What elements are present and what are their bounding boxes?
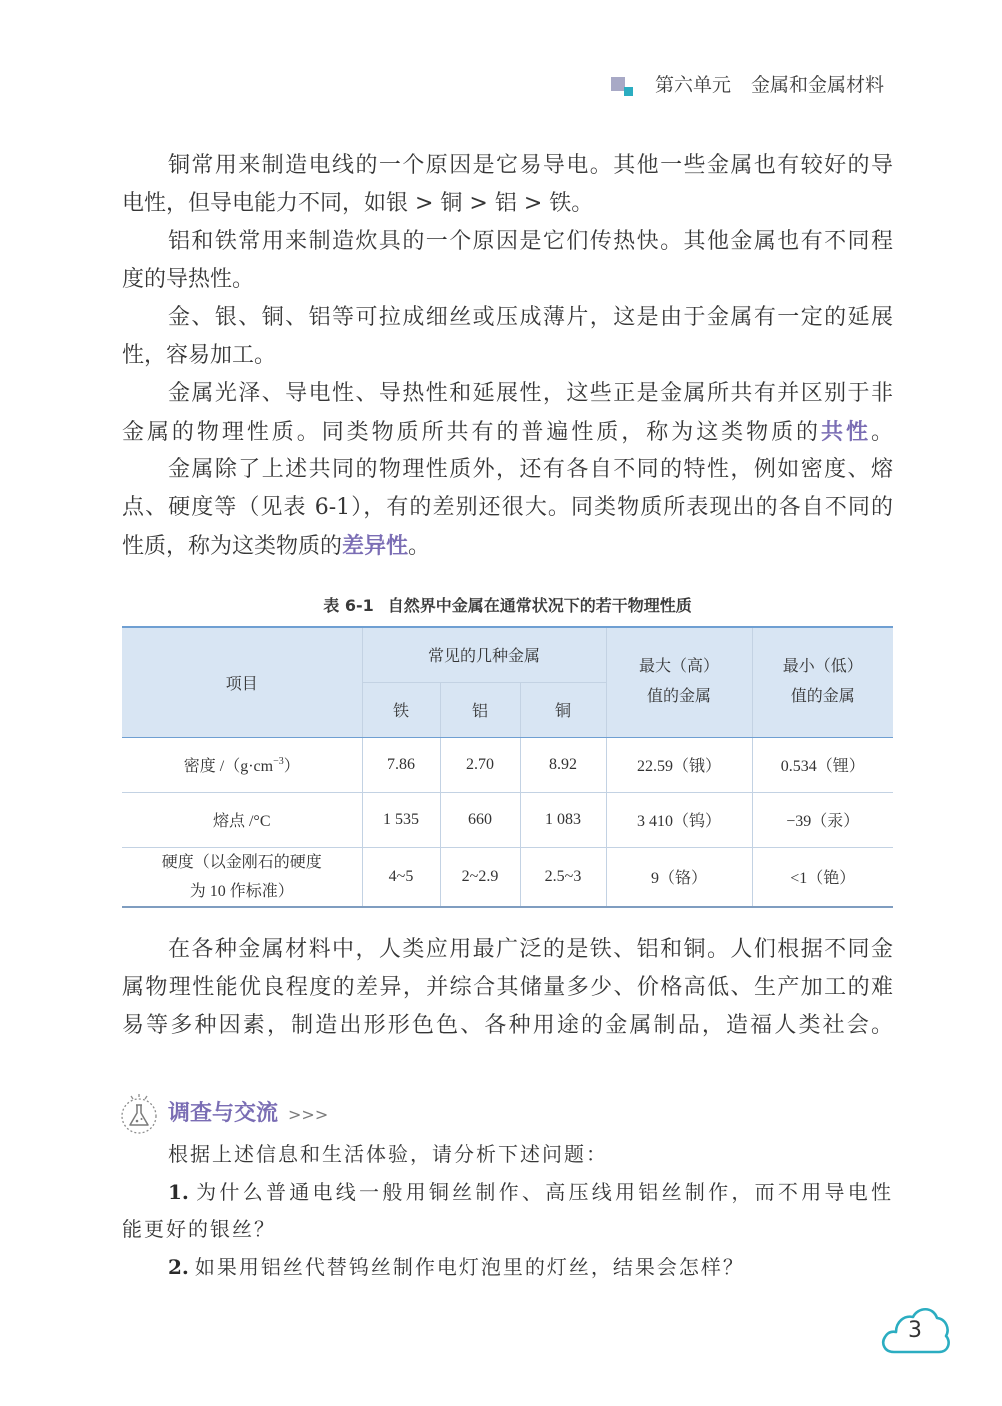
- header-max-line: 值的金属: [646, 688, 711, 706]
- row-label-line: 为 10 作标准）: [189, 882, 294, 900]
- table-cell: 8.92: [520, 737, 606, 792]
- table-cell: 1 535: [362, 792, 440, 847]
- header-max: [606, 627, 752, 737]
- row-label: [122, 737, 362, 792]
- table-cell-min: <1（铯）: [752, 847, 893, 907]
- question-line: [122, 1174, 893, 1212]
- header-square-icon: [611, 77, 625, 91]
- table-cell: 2.5~3: [520, 847, 606, 907]
- question-line: 能更好的银丝？: [122, 1217, 276, 1242]
- row-label: [122, 847, 362, 907]
- table-caption: [122, 593, 893, 619]
- text-line: 铝和铁常用来制造炊具的一个原因是它们传热快。其他金属也有不同程: [168, 229, 893, 254]
- text-line: 在各种金属材料中，人类应用最广泛的是铁、铝和铜。人们根据不同金: [168, 937, 893, 962]
- text-line: 金、银、铜、铝等可拉成细丝或压成薄片，这是由于金属有一定的延展: [168, 305, 893, 330]
- table-cell: 4~5: [362, 847, 440, 907]
- question-text: 如果用铝丝代替钨丝制作电灯泡里的灯丝，结果会怎样？: [194, 1254, 745, 1279]
- header-metal-aluminum: 铝: [440, 682, 520, 737]
- body-text: [122, 147, 893, 565]
- table-cell-max: 9（铬）: [606, 847, 752, 907]
- table-number: 表 6-1: [323, 596, 374, 615]
- table-cell: 1 083: [520, 792, 606, 847]
- chevrons-icon: >>>: [288, 1105, 329, 1124]
- activity-intro: 根据上述信息和生活体验，请分析下述问题：: [168, 1142, 608, 1166]
- table-cell: 660: [440, 792, 520, 847]
- table-cell-max: 22.59（锇）: [606, 737, 752, 792]
- text-segment: 金属的物理性质。同类物质所共有的普遍性质，称为这类物质的: [122, 420, 822, 445]
- activity-text: [122, 1136, 893, 1286]
- row-label-line: 硬度（以金刚石的硬度: [161, 853, 322, 871]
- row-label-text: 密度 /（g·cm: [183, 758, 274, 775]
- header-min-line: 值的金属: [790, 688, 855, 706]
- text-line: 点、硬度等（见表 6-1），有的差别还很大。同类物质所表现出的各自不同的: [122, 495, 893, 520]
- text-line: 电性，但导电能力不同，如银 > 铜 > 铝 > 铁。: [122, 191, 594, 216]
- text-segment: 性质，称为这类物质的: [122, 534, 343, 559]
- key-term-difference: 差异性: [342, 533, 409, 559]
- text-line: [122, 413, 893, 451]
- text-line: [122, 527, 893, 565]
- question-number: 1.: [168, 1179, 189, 1204]
- table-cell-max: 3 410（钨）: [606, 792, 752, 847]
- unit-label: 第六单元: [655, 74, 732, 96]
- table-row-melting-point: [122, 792, 893, 847]
- row-label-exponent: −3: [273, 756, 284, 767]
- text-line: 易等多种因素，制造出形形色色、各种用途的金属制品，造福人类社会。: [122, 1013, 893, 1038]
- row-label-text: ）: [283, 758, 300, 775]
- unit-title: 金属和金属材料: [751, 74, 885, 96]
- text-line: 属物理性能优良程度的差异，并综合其储量多少、价格高低、生产加工的难: [122, 975, 893, 1000]
- question-number: 2.: [168, 1254, 189, 1279]
- table-cell: 2.70: [440, 737, 520, 792]
- running-header: [655, 71, 884, 99]
- table-cell-min: 0.534（锂）: [752, 737, 893, 792]
- text-line: 度的导热性。: [122, 267, 255, 292]
- header-accent-square-icon: [624, 87, 633, 96]
- text-line: 金属除了上述共同的物理性质外，还有各自不同的特性，例如密度、熔: [168, 457, 893, 482]
- header-max-line: 最大（高）: [638, 658, 719, 676]
- question-text: 为什么普通电线一般用铜丝制作、高压线用铝丝制作，而不用导电性: [194, 1179, 893, 1204]
- table-cell-min: −39（汞）: [752, 792, 893, 847]
- text-line: 性，容易加工。: [122, 343, 277, 368]
- table-row-hardness: [122, 847, 893, 907]
- row-label: 熔点 /°C: [122, 792, 362, 847]
- text-line: 铜常用来制造电线的一个原因是它易导电。其他一些金属也有较好的导: [168, 153, 893, 178]
- header-min: [752, 627, 893, 737]
- table-title: 自然界中金属在通常状况下的若干物理性质: [387, 596, 692, 615]
- text-line: 金属光泽、导电性、导热性和延展性，这些正是金属所共有并区别于非: [168, 381, 893, 406]
- header-item: 项目: [122, 627, 362, 737]
- header-min-line: 最小（低）: [782, 658, 863, 676]
- flask-icon: [118, 1092, 160, 1136]
- question-line: [122, 1249, 893, 1287]
- activity-title: 调查与交流: [168, 1101, 279, 1126]
- page-number: 3: [908, 1318, 922, 1343]
- header-common-metals: 常见的几种金属: [362, 627, 606, 682]
- table-cell: 7.86: [362, 737, 440, 792]
- header-metal-copper: 铜: [520, 682, 606, 737]
- metal-properties-table: [122, 626, 893, 908]
- table-row-density: [122, 737, 893, 792]
- activity-heading: [168, 1097, 328, 1131]
- table-cell: 2~2.9: [440, 847, 520, 907]
- header-metal-iron: 铁: [362, 682, 440, 737]
- text-segment: 。: [408, 534, 431, 559]
- key-term-commonality: 共性: [821, 419, 871, 445]
- closing-paragraph: [122, 931, 893, 1045]
- text-segment: 。: [870, 420, 893, 445]
